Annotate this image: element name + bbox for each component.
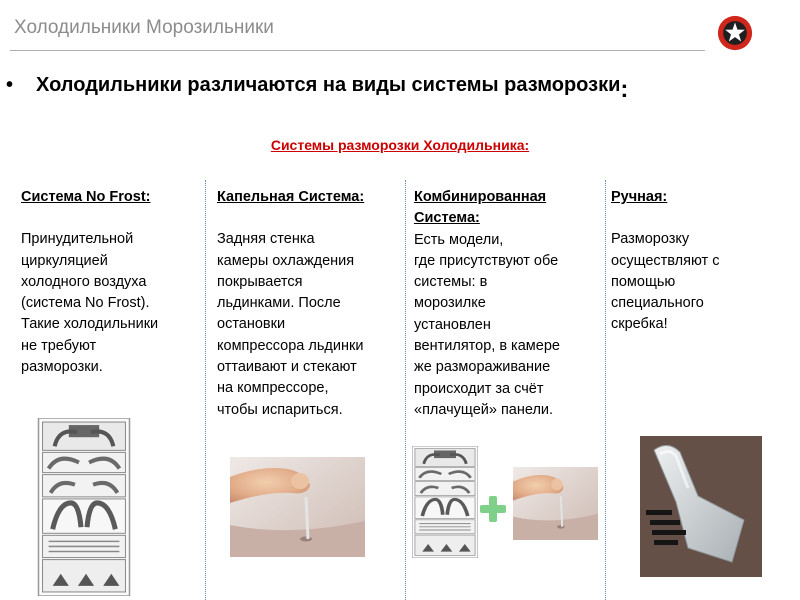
- column-line: системы: в: [414, 274, 488, 291]
- no-frost-diagram-small-icon: [412, 446, 478, 558]
- intro-line: [6, 74, 628, 104]
- column-no-frost: [21, 187, 201, 378]
- column-line: чтобы испариться.: [217, 401, 343, 418]
- page-title: Холодильники Морозильники: [14, 17, 274, 38]
- column-line: «плачущей» панели.: [414, 401, 554, 418]
- column-line: не требуют: [21, 337, 97, 354]
- column-line: остановки: [217, 316, 286, 333]
- ice-scraper-photo-icon: [640, 436, 762, 577]
- no-frost-diagram-icon: [34, 418, 134, 596]
- column-line: специального: [611, 295, 704, 312]
- column-line: Есть модели,: [414, 231, 504, 248]
- column-combined: [414, 187, 602, 421]
- column-heading: Капельная Система:: [217, 189, 365, 205]
- column-line: помощью: [611, 273, 676, 290]
- column-line: на компрессоре,: [217, 380, 329, 397]
- plus-icon: [478, 494, 508, 524]
- column-line: установлен: [414, 316, 491, 333]
- bullet-marker: •: [6, 74, 14, 96]
- column-line: осуществляют с: [611, 252, 720, 269]
- column-manual: [611, 187, 791, 336]
- column-line: где присутствуют обе: [414, 252, 559, 269]
- column-divider: [205, 180, 206, 600]
- column-heading: Система:: [414, 210, 480, 227]
- column-line: компрессора льдинки: [217, 337, 364, 354]
- star-logo-icon: [716, 14, 754, 52]
- column-line: Такие холодильники: [21, 316, 159, 333]
- column-heading: Комбинированная: [414, 189, 547, 205]
- intro-text: Холодильники различаются на виды системы разморозки: [36, 74, 621, 96]
- column-line: (система No Frost).: [21, 295, 150, 312]
- column-line: Принудительной: [21, 231, 134, 248]
- column-line: льдинками. После: [217, 295, 341, 312]
- column-divider: [605, 180, 606, 600]
- column-divider: [405, 180, 406, 600]
- section-subtitle: Системы разморозки Холодильника:: [270, 137, 530, 153]
- intro-colon: :: [620, 76, 629, 103]
- column-line: разморозки.: [21, 359, 103, 376]
- drip-system-photo-icon: [230, 457, 365, 557]
- column-heading: Система No Frost:: [21, 189, 151, 205]
- column-line: Задняя стенка: [217, 231, 315, 248]
- column-line: Разморозку: [611, 231, 690, 248]
- column-heading: Ручная:: [611, 189, 668, 205]
- column-line: оттаивают и стекают: [217, 359, 357, 376]
- column-drip: [217, 187, 402, 421]
- column-line: же размораживание: [414, 359, 551, 376]
- drip-system-photo-small-icon: [513, 467, 598, 540]
- column-line: циркуляцией: [21, 252, 108, 269]
- column-line: холодного воздуха: [21, 273, 147, 290]
- column-line: вентилятор, в камере: [414, 338, 560, 355]
- column-line: происходит за счёт: [414, 380, 544, 397]
- header-divider: [10, 50, 705, 51]
- column-line: скребка!: [611, 316, 668, 333]
- column-line: камеры охлаждения: [217, 252, 355, 269]
- column-line: морозилке: [414, 295, 486, 312]
- column-line: покрывается: [217, 273, 303, 290]
- header: [0, 0, 800, 60]
